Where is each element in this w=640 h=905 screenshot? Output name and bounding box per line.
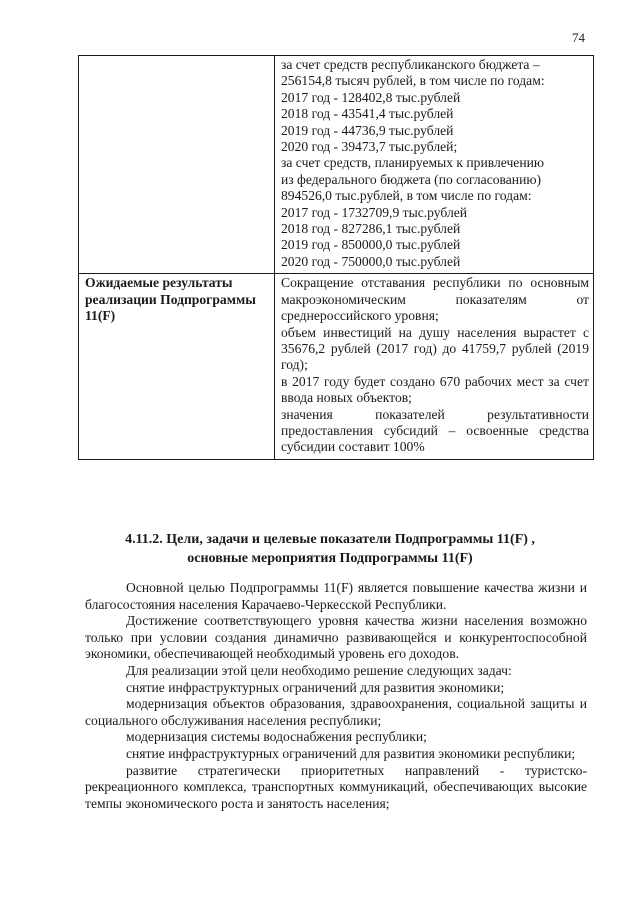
funding-line: 2020 год - 39473,7 тыс.рублей; <box>281 139 458 155</box>
result-item: объем инвестиций на душу населения вырастет с 35676,2 рублей (2017 год) до 41759,7 рублей (2019 год); <box>281 324 589 373</box>
table-cell-funding <box>275 56 594 274</box>
funding-line: из федерального бюджета (по согласованию) <box>281 171 542 187</box>
body-paragraph: Достижение соответствующего уровня качества жизни населения возможно только при условии создания динамично развивающейся и конкурентоспособной экономики, обеспечивающей необходимый уровень его доходов. <box>85 613 587 662</box>
section-body <box>85 580 587 812</box>
funding-line: 2019 год - 850000,0 тыс.рублей <box>281 237 461 253</box>
funding-line: 2018 год - 827286,1 тыс.рублей <box>281 221 461 237</box>
table-row-expected-results <box>79 274 594 459</box>
funding-line: 256154,8 тысяч рублей, в том числе по годам: <box>281 73 545 89</box>
section-heading <box>100 530 560 568</box>
section-heading-line: 4.11.2. Цели, задачи и целевые показатели Подпрограммы 11(F) , <box>125 532 535 547</box>
task-item: развитие стратегически приоритетных направлений - туристско-рекреационного комплекса, транспортных коммуникаций, обеспечивающих высокие темпы экономического роста и занятость населения; <box>85 762 587 811</box>
funding-line: 894526,0 тыс.рублей, в том числе по годам: <box>281 188 532 204</box>
task-item: модернизация системы водоснабжения республики; <box>126 729 427 745</box>
table-cell-label-empty <box>79 56 275 274</box>
result-item: Сокращение отставания республики по основным макроэкономическим показателям от среднероссийского уровня; <box>281 275 589 324</box>
funding-line: 2018 год - 43541,4 тыс.рублей <box>281 106 454 122</box>
body-paragraph: Основной целью Подпрограммы 11(F) является повышение качества жизни и благосостояния населения Карачаево-Черкесской Республики. <box>85 580 587 612</box>
program-passport-table <box>78 55 594 460</box>
expected-results-label: Ожидаемые результаты реализации Подпрограммы 11(F) <box>79 274 275 459</box>
funding-line: 2020 год - 750000,0 тыс.рублей <box>281 253 461 269</box>
section-heading-line: основные мероприятия Подпрограммы 11(F) <box>187 551 473 566</box>
funding-line: 2019 год - 44736,9 тыс.рублей <box>281 122 454 138</box>
page-number: 74 <box>572 30 585 45</box>
funding-line: 2017 год - 1732709,9 тыс.рублей <box>281 204 468 220</box>
funding-line: за счет средств, планируемых к привлечению <box>281 155 545 171</box>
task-item: снятие инфраструктурных ограничений для развития экономики; <box>126 679 505 695</box>
body-paragraph: Для реализации этой цели необходимо решение следующих задач: <box>126 662 512 678</box>
funding-line: 2017 год - 128402,8 тыс.рублей <box>281 89 461 105</box>
table-row-funding <box>79 56 594 274</box>
table-cell-expected-results <box>275 274 594 459</box>
result-item: значения показателей результативности предоставления субсидий – освоенные средства субсидии составит 100% <box>281 406 589 455</box>
task-item: модернизация объектов образования, здравоохранения, социальной защиты и социального обслуживания населения республики; <box>85 696 587 728</box>
funding-line: за счет средств республиканского бюджета – <box>281 57 540 72</box>
result-item: в 2017 году будет создано 670 рабочих мест за счет ввода новых объектов; <box>281 373 589 406</box>
task-item: снятие инфраструктурных ограничений для развития экономики республики; <box>126 745 576 761</box>
